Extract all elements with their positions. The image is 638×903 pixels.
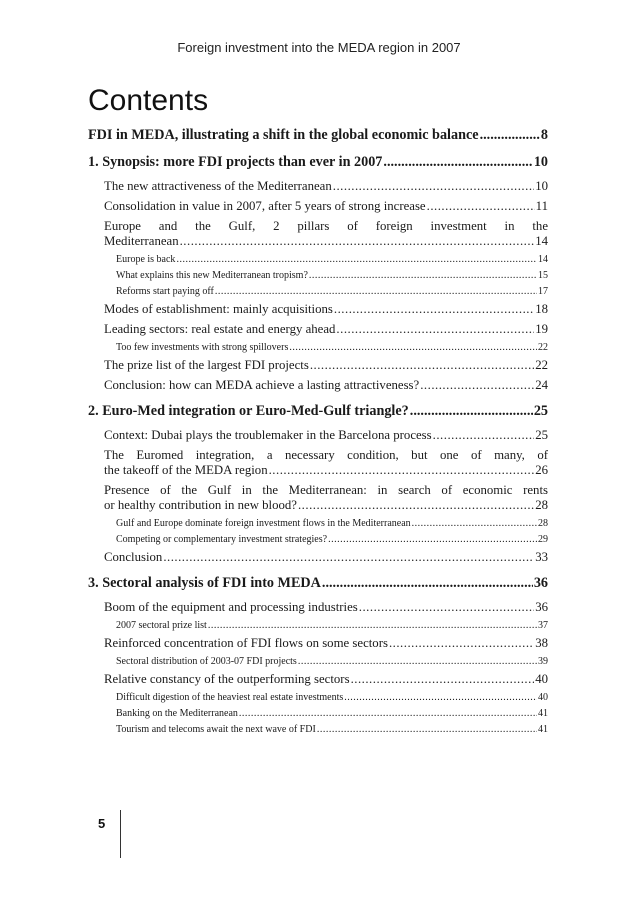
toc-entry-page: 15 (538, 270, 548, 281)
toc-entry[interactable] (88, 600, 548, 615)
toc-entry-page: 8 (540, 127, 548, 143)
toc-entry[interactable] (88, 322, 548, 337)
toc-entry-title: Too few investments with strong spillovers (116, 342, 289, 353)
toc-dot-leader (309, 270, 537, 281)
toc-entry-title: Reinforced concentration of FDI flows on some sectors (104, 636, 388, 650)
toc-dot-leader (359, 600, 534, 615)
toc-dot-leader (208, 620, 537, 631)
toc-entry-title: Consolidation in value in 2007, after 5 years of strong increase (104, 199, 426, 213)
toc-entry[interactable] (88, 448, 548, 478)
toc-section-entry[interactable] (88, 127, 548, 144)
toc-subentry[interactable] (88, 270, 548, 281)
toc-subentry[interactable] (88, 724, 548, 735)
toc-entry-page: 33 (535, 550, 548, 564)
toc-entry-page: 25 (533, 403, 548, 419)
toc-entry-title: Reforms start paying off (116, 286, 214, 297)
toc-subentry[interactable] (88, 656, 548, 667)
toc-subentry[interactable] (88, 342, 548, 353)
toc-entry-title-line1: Europe and the Gulf, 2 pillars of foreign investment in the (104, 219, 548, 233)
toc-entry-page: 36 (535, 600, 548, 614)
toc-dot-leader (480, 127, 540, 144)
toc-dot-leader (310, 358, 534, 373)
toc-entry-page: 17 (538, 286, 548, 297)
toc-entry-page: 29 (538, 534, 548, 545)
toc-dot-leader (298, 498, 534, 513)
toc-entry-page: 37 (538, 620, 548, 631)
table-of-contents (88, 127, 548, 740)
running-header: Foreign investment into the MEDA region in 2007 (177, 40, 461, 55)
toc-entry-title: FDI in MEDA, illustrating a shift in the global economic balance (88, 127, 479, 143)
toc-dot-leader (180, 234, 535, 249)
toc-entry-title: Modes of establishment: mainly acquisitions (104, 302, 333, 316)
toc-dot-leader (420, 378, 534, 393)
toc-dot-leader (269, 463, 535, 478)
toc-entry-page: 38 (535, 636, 548, 650)
toc-entry-title-line2: the takeoff of the MEDA region (104, 463, 268, 477)
toc-dot-leader (322, 575, 533, 592)
toc-subentry[interactable] (88, 692, 548, 703)
toc-entry-page: 41 (538, 724, 548, 735)
toc-dot-leader (333, 179, 534, 194)
toc-dot-leader (239, 708, 537, 719)
toc-entry-page: 28 (535, 498, 548, 512)
toc-section-entry[interactable] (88, 403, 548, 420)
page-number-divider (120, 810, 121, 858)
toc-entry-page: 28 (538, 518, 548, 529)
toc-entry-title: Leading sectors: real estate and energy ahead (104, 322, 336, 336)
toc-section-entry[interactable] (88, 154, 548, 171)
toc-entry-title: The new attractiveness of the Mediterranean (104, 179, 332, 193)
toc-entry-page: 10 (535, 179, 548, 193)
toc-entry[interactable] (88, 358, 548, 373)
toc-entry[interactable] (88, 636, 548, 651)
toc-entry[interactable] (88, 428, 548, 443)
toc-section-entry[interactable] (88, 575, 548, 592)
toc-entry-title: Tourism and telecoms await the next wave of FDI (116, 724, 316, 735)
toc-entry-title-line1: The Euromed integration, a necessary condition, but one of many, of (104, 448, 548, 462)
toc-entry-title: Gulf and Europe dominate foreign investment flows in the Mediterranean (116, 518, 411, 529)
toc-entry-page: 36 (533, 575, 548, 591)
toc-entry-page: 39 (538, 656, 548, 667)
toc-entry-page: 22 (535, 358, 548, 372)
toc-entry-title: Boom of the equipment and processing industries (104, 600, 358, 614)
toc-subentry[interactable] (88, 518, 548, 529)
toc-entry[interactable] (88, 483, 548, 513)
toc-subentry[interactable] (88, 534, 548, 545)
toc-entry-page: 25 (535, 428, 548, 442)
toc-dot-leader (427, 199, 535, 214)
toc-entry-title: 3. Sectoral analysis of FDI into MEDA (88, 575, 321, 591)
toc-entry-page: 40 (538, 692, 548, 703)
toc-entry-page: 18 (535, 302, 548, 316)
toc-entry-title-line1: Presence of the Gulf in the Mediterranean: in search of economic rents (104, 483, 548, 497)
toc-subentry[interactable] (88, 708, 548, 719)
toc-dot-leader (176, 254, 537, 265)
toc-entry-title: 2. Euro-Med integration or Euro-Med-Gulf triangle? (88, 403, 409, 419)
toc-subentry[interactable] (88, 286, 548, 297)
toc-dot-leader (351, 672, 535, 687)
toc-dot-leader (334, 302, 534, 317)
toc-entry-title: The prize list of the largest FDI projects (104, 358, 309, 372)
toc-entry-page: 19 (535, 322, 548, 336)
toc-dot-leader (383, 154, 532, 171)
toc-entry-page: 41 (538, 708, 548, 719)
toc-entry-title: Context: Dubai plays the troublemaker in the Barcelona process (104, 428, 432, 442)
toc-entry-title: Europe is back (116, 254, 176, 265)
toc-entry[interactable] (88, 672, 548, 687)
toc-dot-leader (410, 403, 533, 420)
toc-entry-page: 24 (535, 378, 548, 392)
toc-entry-page: 22 (538, 342, 548, 353)
toc-dot-leader (289, 342, 537, 353)
toc-entry-page: 26 (535, 463, 548, 477)
toc-dot-leader (389, 636, 534, 651)
toc-entry-title: Competing or complementary investment strategies? (116, 534, 328, 545)
contents-title: Contents (88, 84, 209, 117)
toc-entry-title: Sectoral distribution of 2003-07 FDI projects (116, 656, 297, 667)
toc-entry-title: Difficult digestion of the heaviest real estate investments (116, 692, 344, 703)
toc-entry-title: Relative constancy of the outperforming sectors (104, 672, 350, 686)
toc-subentry[interactable] (88, 620, 548, 631)
toc-entry[interactable] (88, 378, 548, 393)
toc-entry[interactable] (88, 179, 548, 194)
page-number: 5 (98, 816, 106, 831)
toc-entry-title: What explains this new Mediterranean tropism? (116, 270, 308, 281)
toc-dot-leader (163, 550, 534, 565)
toc-entry[interactable] (88, 199, 548, 214)
toc-entry-title-line2: Mediterranean (104, 234, 179, 248)
toc-dot-leader (336, 322, 534, 337)
toc-entry-page: 40 (535, 672, 548, 686)
toc-entry[interactable] (88, 219, 548, 249)
toc-dot-leader (298, 656, 537, 667)
toc-entry[interactable] (88, 302, 548, 317)
toc-entry-title-line2: or healthy contribution in new blood? (104, 498, 297, 512)
toc-entry-page: 14 (535, 234, 548, 248)
toc-entry-title: Banking on the Mediterranean (116, 708, 238, 719)
toc-entry-page: 11 (535, 199, 548, 213)
toc-dot-leader (328, 534, 537, 545)
toc-entry[interactable] (88, 550, 548, 565)
toc-subentry[interactable] (88, 254, 548, 265)
toc-entry-title: 2007 sectoral prize list (116, 620, 207, 631)
toc-entry-title: Conclusion: how can MEDA achieve a lasting attractiveness? (104, 378, 420, 392)
toc-entry-title: Conclusion (104, 550, 163, 564)
toc-dot-leader (344, 692, 537, 703)
toc-dot-leader (433, 428, 535, 443)
toc-dot-leader (412, 518, 537, 529)
toc-entry-page: 14 (538, 254, 548, 265)
toc-dot-leader (317, 724, 537, 735)
toc-entry-page: 10 (533, 154, 548, 170)
toc-entry-title: 1. Synopsis: more FDI projects than ever in 2007 (88, 154, 383, 170)
toc-dot-leader (215, 286, 537, 297)
